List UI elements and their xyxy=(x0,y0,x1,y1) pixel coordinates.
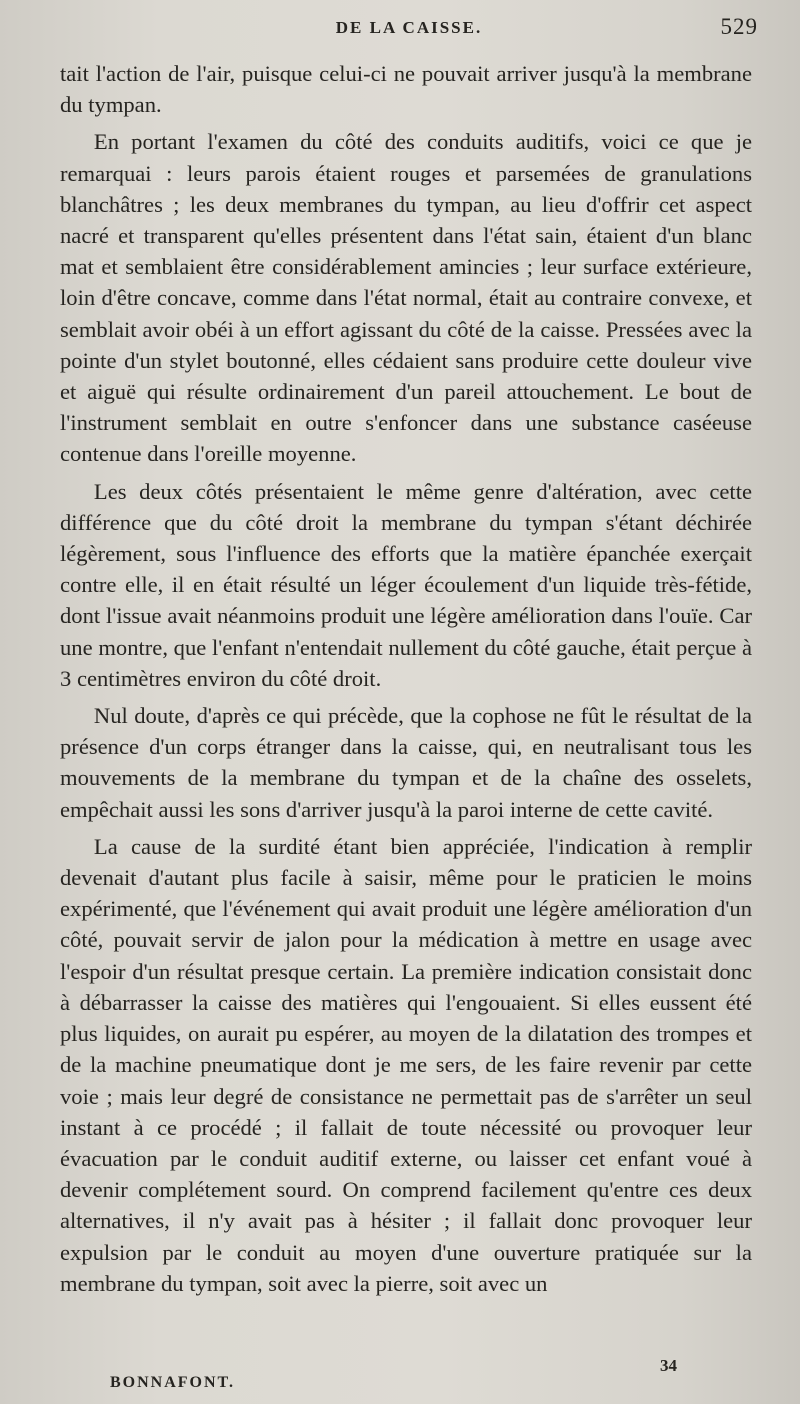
page-header xyxy=(60,14,758,44)
sheet-number: 34 xyxy=(660,1356,677,1375)
paragraph: En portant l'examen du côté des conduits auditifs, voici ce que je remarquai : leurs parois étaient rouges et parsemées de granulations blanchâtres ; les deux membranes du tympan, au lieu d'offrir cet aspect nacré et transparent qu'elles présentent dans l'état sain, étaient d'un blanc mat et semblaient être considérablement amincies ; leur surface extérieure, loin d'être concave, comme dans l'état normal, était au contraire convexe, et semblait avoir obéi à un effort agissant du côté de la caisse. Pressées avec la pointe d'un stylet boutonné, elles cédaient sans produire cette douleur vive et aiguë qui résulte ordinairement d'un pareil attouchement. Le bout de l'instrument semblait en outre s'enfoncer dans une substance caséeuse contenue dans l'oreille moyenne. xyxy=(60,129,752,467)
paragraph-continuation: tait l'action de l'air, puisque celui-ci ne pouvait arriver jusqu'à la membrane du tympan. xyxy=(60,61,752,118)
paragraph: La cause de la surdité étant bien appréciée, l'indication à remplir devenait d'autant plus facile à saisir, même pour le praticien le moins expérimenté, que l'événement qui avait produit une légère amélioration d'un côté, pouvait servir de jalon pour la médication à mettre en usage avec l'espoir d'un résultat presque certain. La première indication consistait donc à débarrasser la caisse des matières qui l'engouaient. Si elles eussent été plus liquides, on aurait pu espérer, au moyen de la dilatation des trompes et de la machine pneumatique dont je me sers, de les faire revenir par cette voie ; mais leur degré de consistance ne permettait pas de s'arrêter un seul instant à ce procédé ; il fallait de toute nécessité ou provoquer leur évacuation par le conduit auditif externe, ou laisser cet enfant voué à devenir complétement sourd. On comprend facilement qu'entre ces deux alternatives, il n'y avait pas à hésiter ; il fallait donc provoquer leur expulsion par le conduit au moyen d'une ouverture pratiquée sur la membrane du tympan, soit avec la pierre, soit avec un xyxy=(60,833,752,1296)
paragraph: Nul doute, d'après ce qui précède, que la cophose ne fût le résultat de la présence d'un corps étranger dans la caisse, qui, en neutralisant tous les mouvements de la membrane du tympan et de la chaîne des osselets, empêchait aussi les sons d'arriver jusqu'à la paroi interne de cette cavité. xyxy=(60,703,752,822)
page-number: 529 xyxy=(720,14,758,39)
running-head: DE LA CAISSE. xyxy=(335,18,483,37)
body-text xyxy=(60,58,752,1305)
page-footer xyxy=(100,1356,760,1396)
paragraph: Les deux côtés présentaient le même genre d'altération, avec cette différence que du côté droit la membrane du tympan s'étant déchirée légèrement, sous l'influence des efforts que la matière épanchée exerçait contre elle, il en était résulté un léger écoulement d'un liquide très-fétide, dont l'issue avait néanmoins produit une légère amélioration dans l'ouïe. Car une montre, que l'enfant n'entendait nullement du côté gauche, était perçue à 3 centimètres environ du côté droit. xyxy=(60,478,752,691)
signature-mark: BONNAFONT. xyxy=(110,1374,236,1391)
